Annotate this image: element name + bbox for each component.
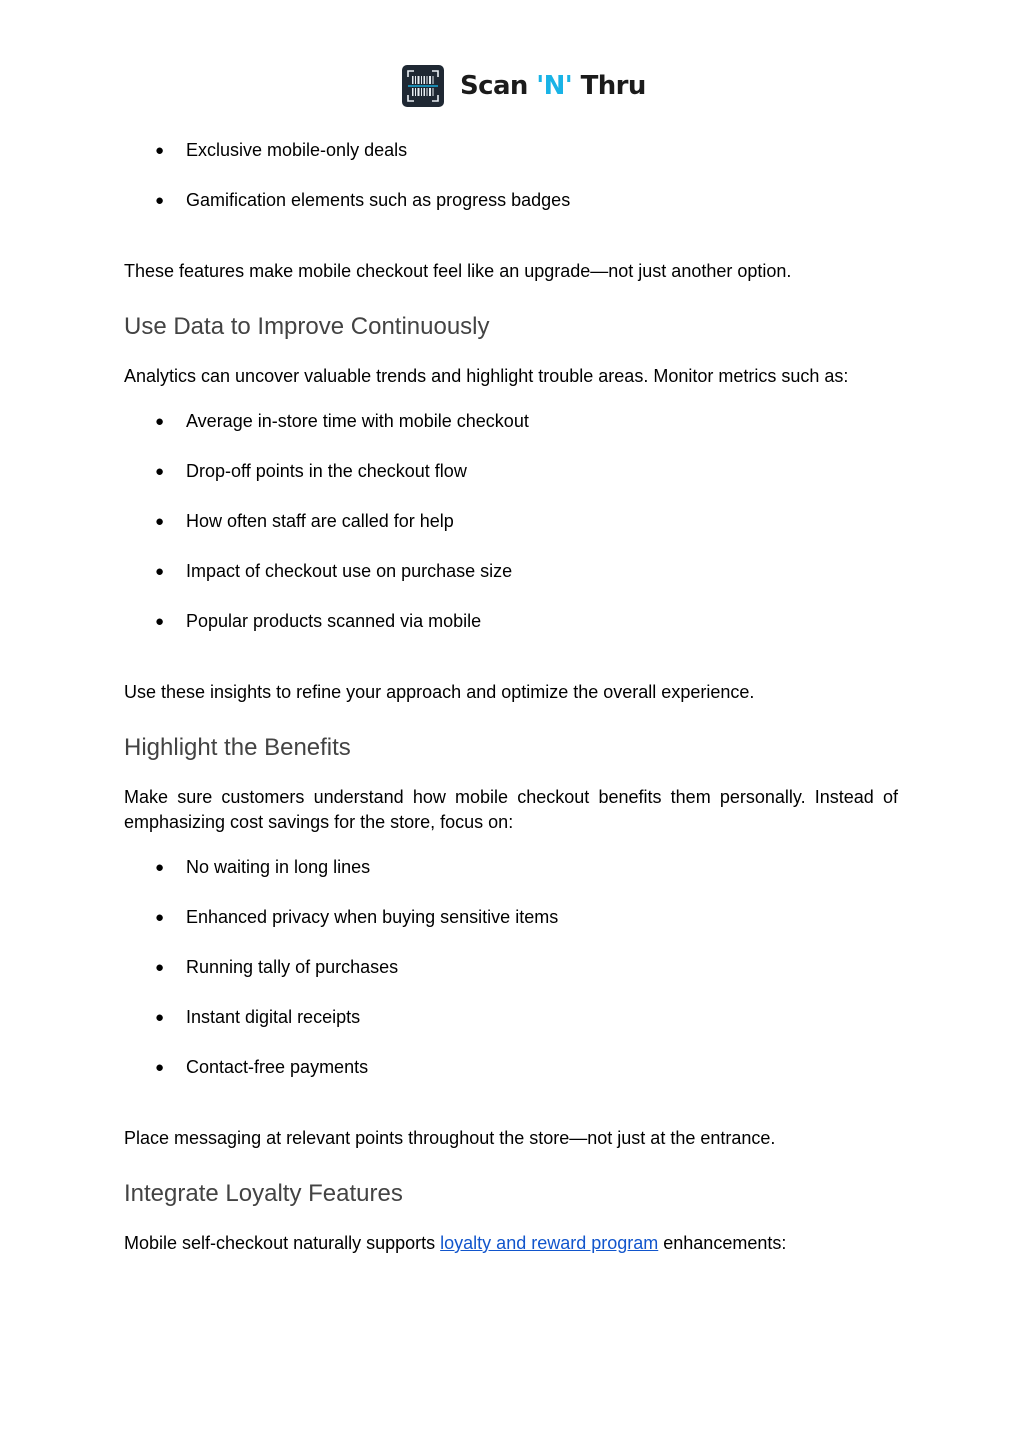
list-item <box>155 955 398 980</box>
paragraph-text: enhancements: <box>658 1233 787 1253</box>
list-item-text: Drop-off points in the checkout flow <box>186 461 467 481</box>
bullet-icon: ● <box>155 413 165 430</box>
list-item <box>155 459 467 484</box>
bullet-icon: ● <box>155 909 165 926</box>
barcode-scan-icon <box>402 65 444 107</box>
bullet-icon: ● <box>155 463 165 480</box>
bullet-icon: ● <box>155 513 165 530</box>
paragraph <box>124 1231 786 1256</box>
bullet-icon: ● <box>155 959 165 976</box>
list-item <box>155 559 512 584</box>
bullet-icon: ● <box>155 1009 165 1026</box>
list-item-text: Running tally of purchases <box>186 957 399 977</box>
list-item-text: Popular products scanned via mobile <box>186 611 482 631</box>
loyalty-program-link[interactable]: loyalty and reward program <box>440 1233 659 1253</box>
brand-logo <box>402 65 646 107</box>
list-item <box>155 905 558 930</box>
list-item <box>155 1005 360 1030</box>
paragraph: Analytics can uncover valuable trends and highlight trouble areas. Monitor metrics such as: <box>124 366 849 386</box>
list-item-text: Contact-free payments <box>186 1057 369 1077</box>
list-item-text: Average in-store time with mobile checkout <box>186 411 529 431</box>
list-item-text: Enhanced privacy when buying sensitive items <box>186 907 559 927</box>
list-item <box>155 855 370 880</box>
paragraph: These features make mobile checkout feel like an upgrade—not just another option. <box>124 261 792 281</box>
paragraph: Make sure customers understand how mobile checkout benefits them personally. Instead of emphasizing cost savings for the store, focus on: <box>124 787 898 832</box>
paragraph: Place messaging at relevant points throughout the store—not just at the entrance. <box>124 1128 776 1148</box>
section-heading: Highlight the Benefits <box>124 734 351 761</box>
brand-name-part: Thru <box>572 71 646 101</box>
brand-name-accent: 'N' <box>536 71 573 101</box>
paragraph: Use these insights to refine your approach and optimize the overall experience. <box>124 682 755 702</box>
list-item-text: Exclusive mobile-only deals <box>186 140 408 160</box>
brand-name <box>460 73 646 99</box>
list-item <box>155 138 407 163</box>
bullet-icon: ● <box>155 859 165 876</box>
list-item <box>155 188 570 213</box>
bullet-icon: ● <box>155 142 165 159</box>
brand-name-part: Scan <box>460 71 537 101</box>
list-item-text: Impact of checkout use on purchase size <box>186 561 513 581</box>
bullet-icon: ● <box>155 192 165 209</box>
list-item <box>155 509 454 534</box>
list-item <box>155 409 529 434</box>
list-item-text: Gamification elements such as progress badges <box>186 190 571 210</box>
bullet-icon: ● <box>155 1059 165 1076</box>
paragraph-text: Mobile self-checkout naturally supports <box>124 1233 441 1253</box>
section-heading: Integrate Loyalty Features <box>124 1180 403 1207</box>
bullet-icon: ● <box>155 563 165 580</box>
list-item-text: No waiting in long lines <box>186 857 371 877</box>
list-item <box>155 609 481 634</box>
list-item <box>155 1055 368 1080</box>
list-item-text: Instant digital receipts <box>186 1007 361 1027</box>
section-heading: Use Data to Improve Continuously <box>124 313 490 340</box>
list-item-text: How often staff are called for help <box>186 511 454 531</box>
bullet-icon: ● <box>155 613 165 630</box>
